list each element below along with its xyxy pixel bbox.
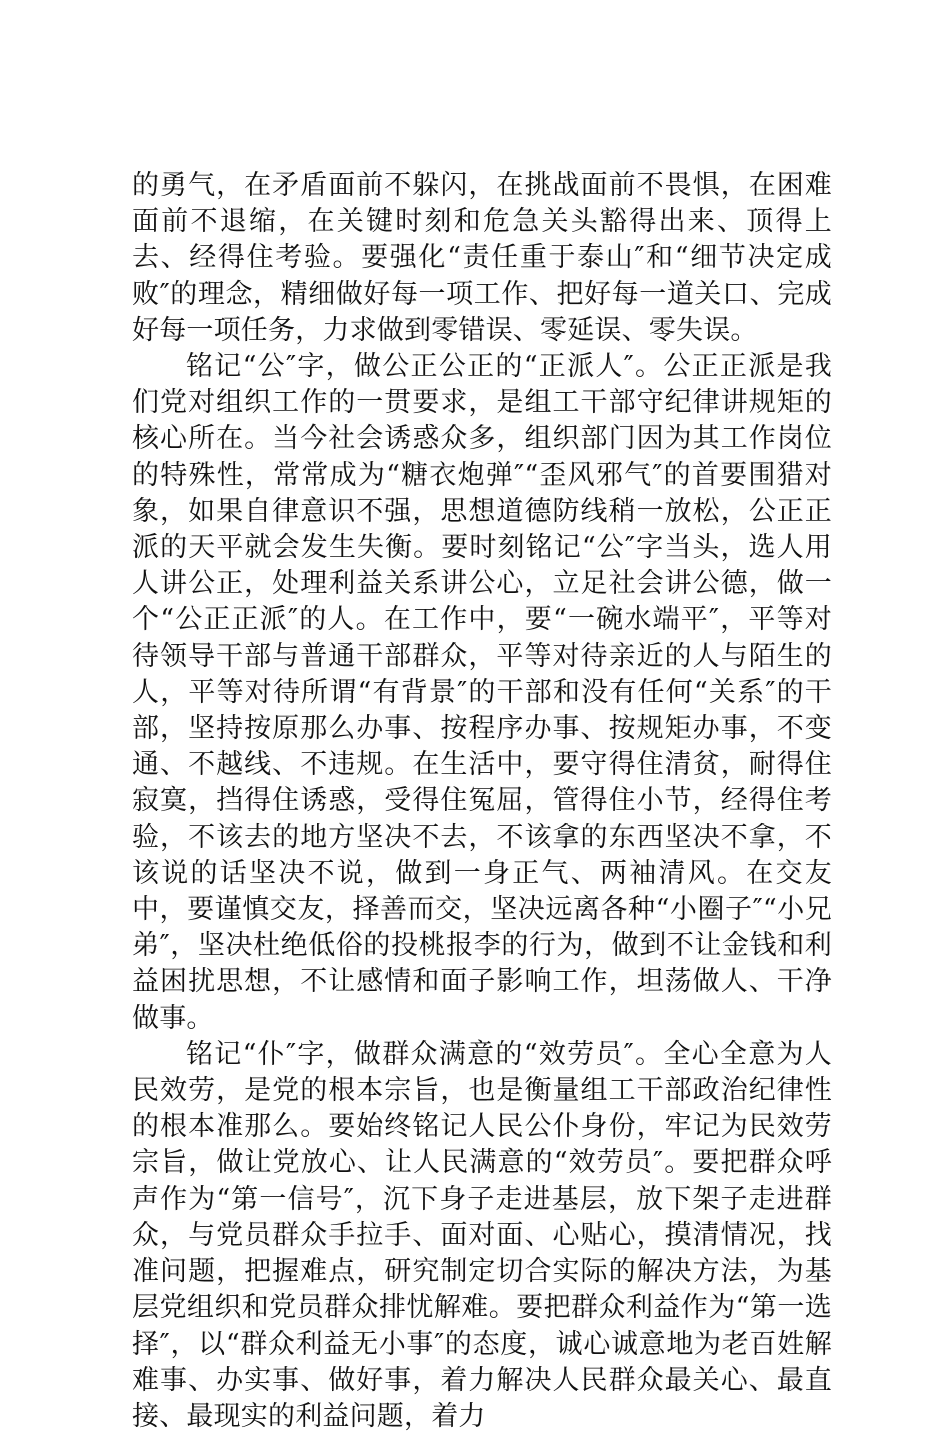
paragraph-pu: 铭记“仆″字，做群众满意的“效劳员″。全心全意为人民效劳，是党的根本宗旨，也是衡量组工干部政治纪律性的根本准那么。要始终铭记人民公仆身份，牢记为民效劳宗旨，做让党放心、让人民满意的“效劳员″。要把群众呼声作为“第一信号″，沉下身子走进基层，放下架子走进群众，与党员群众手拉手、面对面、心贴心，摸清情况，找准问题，把握难点，研究制定切合实际的解决方法，为基层党组织和党员群众排忧解难。要把群众利益作为“第一选择″，以“群众利益无小事″的态度，诚心诚意地为老百姓解难事、办实事、做好事，着力解决人民群众最关心、最直接、最现实的利益问题，着力 [132,1038,832,1432]
paragraph-gong: 铭记“公″字，做公正公正的“正派人″。公正正派是我们党对组织工作的一贯要求，是组工干部守纪律讲规矩的核心所在。当今社会诱惑众多，组织部门因为其工作岗位的特殊性，常常成为“糖衣炮弹″“歪风邪气″的首要围猎对象，如果自律意识不强，思想道德防线稍一放松，公正正派的天平就会发生失衡。要时刻铭记“公″字当头，选人用人讲公正，处理利益关系讲公心，立足社会讲公德，做一个“公正正派″的人。在工作中，要“一碗水端平″，平等对待领导干部与普通干部群众，平等对待亲近的人与陌生的人，平等对待所谓“有背景″的干部和没有任何“关系″的干部，坚持按原那么办事、按程序办事、按规矩办事，不变通、不越线、不违规。在生活中，要守得住清贫，耐得住寂寞，挡得住诱惑，受得住冤屈，管得住小节，经得住考验，不该去的地方坚决不去，不该拿的东西坚决不拿，不该说的话坚决不说，做到一身正气、两袖清风。在交友中，要谨慎交友，择善而交，坚决远离各种“小圈子″“小兄弟″，坚决杜绝低俗的投桃报李的行为，做到不让金钱和利益困扰思想，不让感情和面子影响工作，坦荡做人、干净做事。 [132,351,832,1034]
paragraph-continuation: 的勇气，在矛盾面前不躲闪，在挑战面前不畏惧，在困难面前不退缩，在关键时刻和危急关头豁得出来、顶得上去、经得住考验。要强化“责任重于泰山″和“细节决定成败″的理念，精细做好每一项工作、把好每一道关口、完成好每一项任务，力求做到零错误、零延误、零失误。 [132,170,832,346]
body-text [132,168,832,1435]
